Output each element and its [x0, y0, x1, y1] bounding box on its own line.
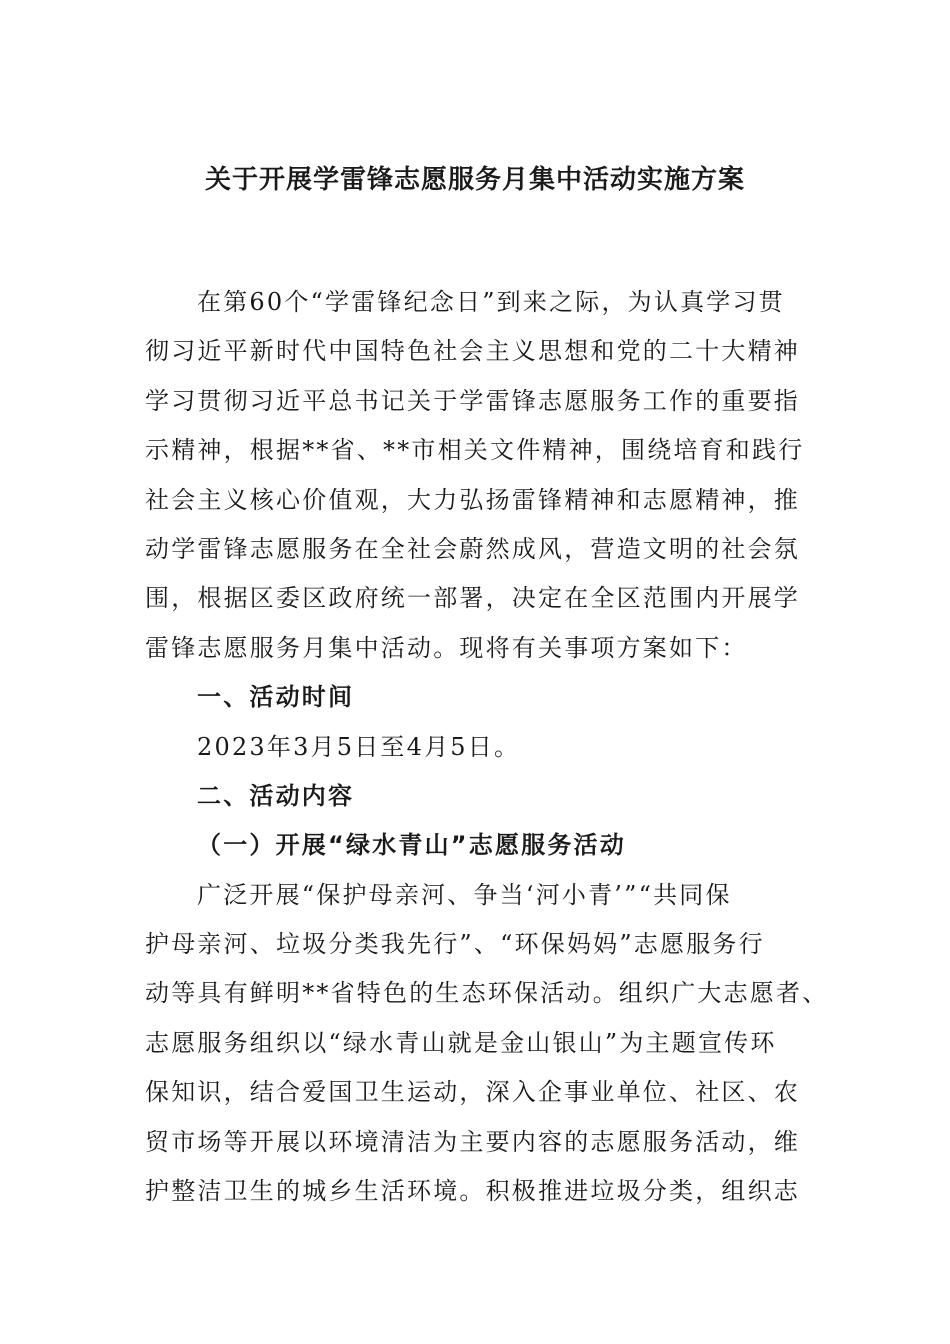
section-heading-content: 二、活动内容	[197, 781, 355, 810]
paragraph-line: 动学雷锋志愿服务在全社会蔚然成风，营造文明的社会氛	[145, 534, 800, 563]
paragraph-line: 广泛开展“保护母亲河、争当‘河小青’”“共同保	[197, 880, 732, 909]
paragraph-line: 在第60个“学雷锋纪念日”到来之际，为认真学习贯	[197, 288, 785, 316]
paragraph-line: 雷锋志愿服务月集中活动。现将有关事项方案如下：	[145, 633, 748, 662]
paragraph-line: 社会主义核心价值观，大力弘扬雷锋精神和志愿精神，推	[145, 485, 800, 514]
paragraph-line: 护母亲河、垃圾分类我先行”、“环保妈妈”志愿服务行	[145, 930, 765, 959]
paragraph-line: 示精神，根据**省、**市相关文件精神，围绕培育和践行	[145, 436, 805, 465]
paragraph-line: 保知识，结合爱国卫生运动，深入企事业单位、社区、农	[145, 1078, 800, 1107]
paragraph-line: 学习贯彻习近平总书记关于学雷锋志愿服务工作的重要指	[145, 386, 800, 415]
paragraph-line: 贸市场等开展以环境清洁为主要内容的志愿服务活动，维	[145, 1127, 800, 1156]
paragraph-line: 志愿服务组织以“绿水青山就是金山银山”为主题宣传环	[145, 1028, 777, 1057]
document-title: 关于开展学雷锋志愿服务月集中活动实施方案	[204, 165, 745, 195]
paragraph-line: 动等具有鲜明**省特色的生态环保活动。组织广大志愿者、	[145, 979, 829, 1008]
paragraph-line: 围，根据区委区政府统一部署，决定在全区范围内开展学	[145, 584, 800, 613]
section-text-time: 2023年3月5日至4月5日。	[197, 732, 521, 761]
subsection-heading-green: （一）开展“绿水青山”志愿服务活动	[197, 831, 626, 860]
section-heading-time: 一、活动时间	[197, 683, 355, 712]
paragraph-line: 彻习近平新时代中国特色社会主义思想和党的二十大精神	[145, 337, 800, 366]
paragraph-line: 护整洁卫生的城乡生活环境。积极推进垃圾分类，组织志	[145, 1177, 800, 1206]
document-body	[145, 278, 829, 1216]
